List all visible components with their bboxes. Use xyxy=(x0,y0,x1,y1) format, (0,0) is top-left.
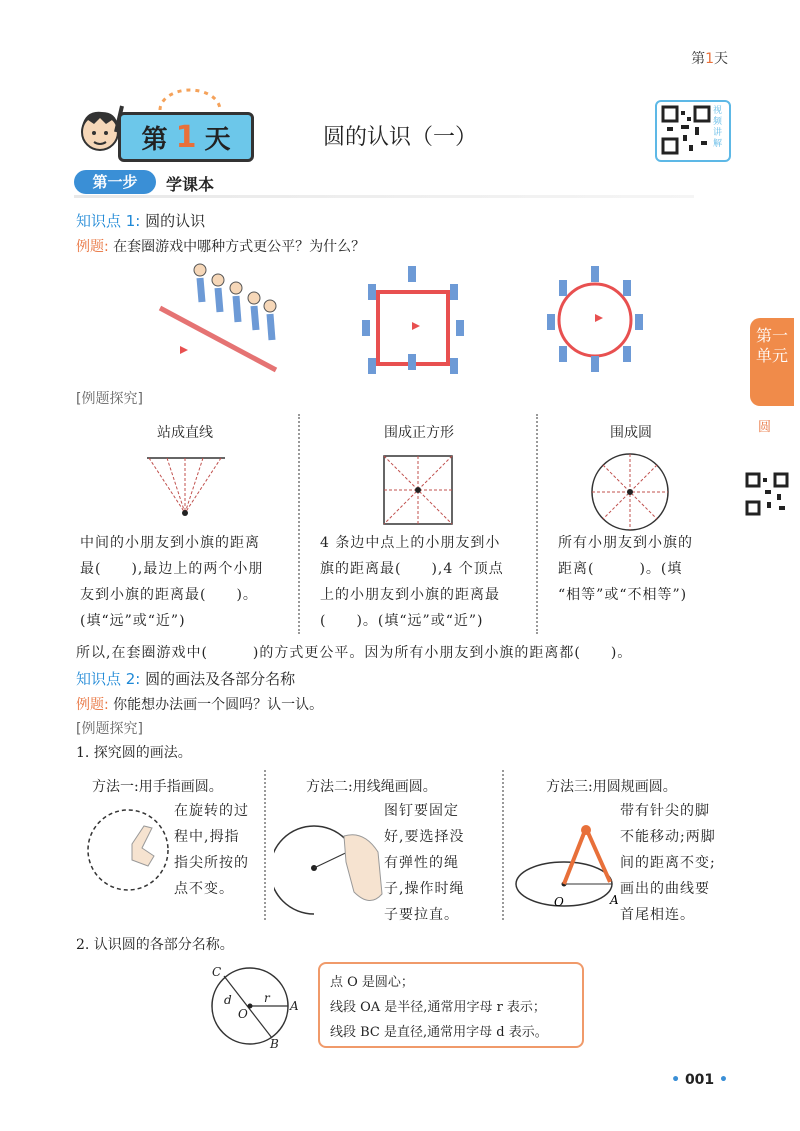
method3-text: 带有针尖的脚 不能移动;两脚 间的距离不变; 画出的曲线要 首尾相连。 xyxy=(620,803,716,923)
label-b: B xyxy=(270,1037,279,1050)
compass-label-a: A xyxy=(610,893,619,907)
compass-label-o: O xyxy=(554,895,564,909)
kids-in-line-illustration xyxy=(158,258,288,376)
col3-text: 所有小朋友到小旗的 距离( )。(填 “相等”或“不相等”) xyxy=(558,535,693,603)
label-r: r xyxy=(264,991,270,1005)
kp1-example: 例题: 在套圈游戏中哪种方式更公平？为什么？ xyxy=(76,239,366,255)
lesson-title: 圆的认识（一） xyxy=(322,125,477,150)
kp2-sub1: 1. 探究圆的画法。 xyxy=(76,745,192,761)
kp1-conclusion: 所以,在套圈游戏中( )的方式更公平。因为所有小朋友到小旗的距离都( )。 xyxy=(76,645,633,661)
method2-text: 图钉要固定 好,要选择没 有弹性的绳 子,操作时绳 子要拉直。 xyxy=(384,803,465,923)
sun-rays-icon xyxy=(150,88,230,112)
method3-title: 方法三:用圆规画圆。 xyxy=(546,779,677,795)
step-title: 学课本 xyxy=(166,175,215,194)
col3-title: 围成圆 xyxy=(610,425,652,441)
label-c: C xyxy=(212,965,222,979)
qr-code-icon xyxy=(661,105,711,155)
square-distance-diagram xyxy=(382,454,454,526)
rope-circle-illustration xyxy=(274,822,386,918)
circle-parts-definitions xyxy=(318,962,584,1048)
video-qr-code[interactable] xyxy=(655,100,731,162)
circle-distance-diagram xyxy=(588,450,672,534)
col1-title: 站成直线 xyxy=(157,425,213,441)
circle-parts-diagram xyxy=(200,962,302,1050)
method1-text: 在旋转的过 程中,拇指 指尖所按的 点不变。 xyxy=(174,803,249,897)
def-diameter: 线段 BC 是直径,通常用字母 d 表示。 xyxy=(330,1025,548,1040)
qr-tag: 视频讲解 xyxy=(713,106,723,149)
label-d: d xyxy=(224,993,232,1007)
line-distance-diagram xyxy=(145,455,227,521)
kp2-explore-label: [例题探究] xyxy=(76,721,143,737)
col-divider-1 xyxy=(298,414,300,634)
kp2-example: 例题: 你能想办法画一个圆吗？认一认。 xyxy=(76,697,324,713)
col-divider-2 xyxy=(536,414,538,634)
kids-in-circle-illustration xyxy=(545,262,645,374)
col2-title: 围成正方形 xyxy=(384,425,454,441)
day-title-badge: 第 1 天 xyxy=(118,112,254,162)
step-divider xyxy=(74,195,694,198)
method1-title: 方法一:用手指画圆。 xyxy=(92,779,223,795)
method-divider-1 xyxy=(264,770,266,920)
kp2-sub2: 2. 认识圆的各部分名称。 xyxy=(76,937,234,953)
day-corner-label: 第1天 xyxy=(691,51,728,67)
kp2-heading: 知识点 2: 圆的画法及各部分名称 xyxy=(76,670,296,688)
compass-circle-illustration xyxy=(512,824,624,910)
side-qr-code-icon[interactable] xyxy=(745,472,789,516)
def-center: 点 O 是圆心； xyxy=(330,975,414,990)
kids-in-square-illustration xyxy=(360,262,464,378)
unit-side-sub: 圆 xyxy=(758,420,772,435)
method-divider-2 xyxy=(502,770,504,920)
finger-circle-illustration xyxy=(82,800,178,896)
label-a: A xyxy=(290,999,299,1013)
kp1-heading: 知识点 1: 圆的认识 xyxy=(76,212,206,230)
label-o: O xyxy=(238,1007,248,1021)
page-number: • 001 • xyxy=(671,1072,728,1088)
unit-side-tab[interactable]: 第一单元 xyxy=(750,318,794,406)
kp1-explore-label: [例题探究] xyxy=(76,391,143,407)
col1-text: 中间的小朋友到小旗的距离 最( ),最边上的两个小朋 友到小旗的距离最( )。 (填“远”或“近”) xyxy=(80,535,264,629)
method2-title: 方法二:用线绳画圆。 xyxy=(306,779,437,795)
step-pill: 第一步 xyxy=(74,170,156,194)
col2-text: 4 条边中点上的小朋友到小 旗的距离最( ),4 个顶点 上的小朋友到小旗的距离最 ( )。(填“远”或“近”) xyxy=(320,535,504,629)
def-radius: 线段 OA 是半径,通常用字母 r 表示； xyxy=(330,1000,546,1015)
